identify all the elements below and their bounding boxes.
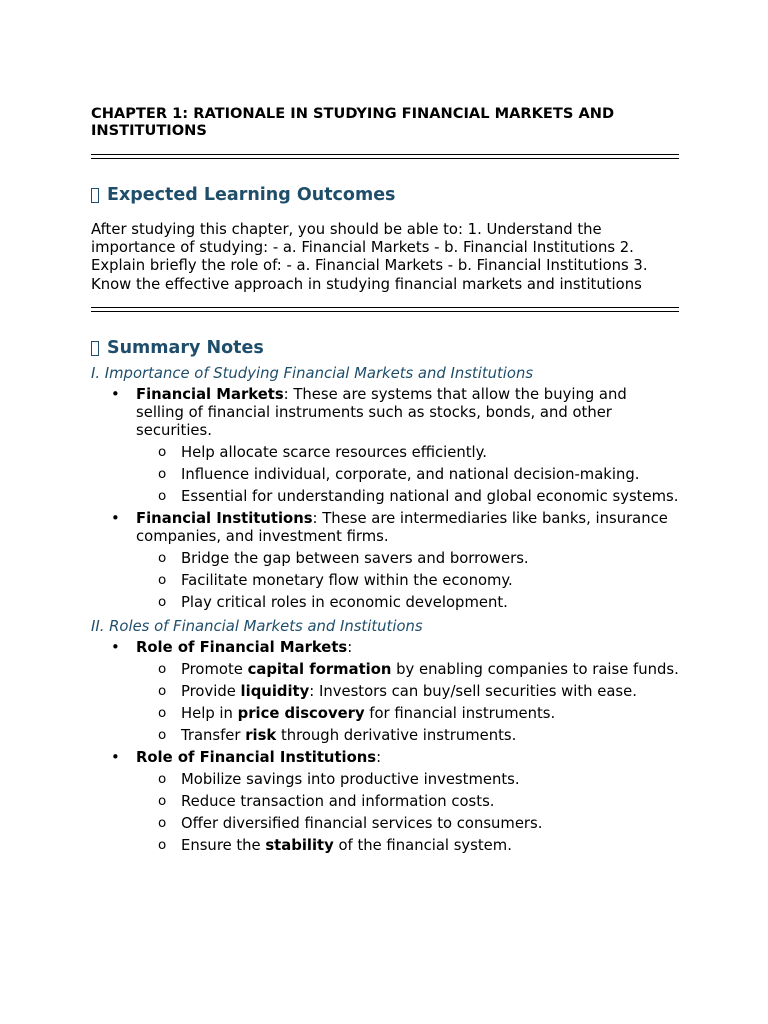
circle-bullet-icon: o: [158, 488, 167, 505]
bullet-icon: •: [111, 639, 120, 657]
sub-list-emphasis: capital formation: [247, 661, 392, 679]
sub-list-item: [136, 660, 679, 680]
sub-list-item: [136, 443, 679, 463]
circle-bullet-icon: o: [158, 549, 167, 566]
sub-list-text: Promote: [181, 661, 248, 679]
circle-bullet-icon: o: [158, 466, 167, 483]
sub-list-text: Help in: [181, 705, 238, 723]
sub-list-item: [136, 726, 679, 746]
sub-list-text: for financial instruments.: [364, 705, 556, 723]
sub-list-emphasis: price discovery: [237, 705, 365, 723]
sub-list-text: through derivative instruments.: [276, 727, 517, 745]
circle-bullet-icon: o: [158, 444, 167, 461]
list-item-term: Financial Institutions: [136, 509, 313, 527]
sub-list-item: [136, 682, 679, 702]
sub-list-text: Bridge the gap between savers and borrowers.: [181, 549, 529, 567]
sub-list-text: by enabling companies to raise funds.: [391, 661, 679, 679]
sub-list-item: [136, 704, 679, 724]
sub-list-item: [136, 465, 679, 485]
sub-list-item: [136, 770, 679, 790]
outcomes-paragraph: After studying this chapter, you should be able to: 1. Understand the importance of studying: - a. Financial Markets - b. Financial Institutions 2. Explain briefly the role of: - a. Financial Markets - b. Financial Institutions 3. Know the effective approach in studying financial markets and institutions: [91, 221, 648, 293]
sub-list-emphasis: stability: [265, 837, 334, 855]
bullet-list: [91, 639, 679, 855]
sub-list-text: Help allocate scarce resources efficiently.: [181, 444, 488, 462]
circle-bullet-icon: o: [158, 683, 167, 700]
list-item-description: : These are intermediaries like banks, insurance companies, and investment firms.: [136, 509, 668, 545]
sub-list-text: Play critical roles in economic development.: [181, 593, 508, 611]
sub-list-text: of the financial system.: [333, 837, 512, 855]
sub-list-item: [136, 487, 679, 507]
circle-bullet-icon: o: [158, 593, 167, 610]
summary-heading-text: Summary Notes: [107, 337, 264, 358]
sub-list-item: [136, 814, 679, 834]
list-item: [91, 639, 679, 746]
double-rule-divider: [91, 307, 679, 312]
sub-list-emphasis: risk: [245, 727, 277, 745]
sub-bullet-list: [136, 549, 679, 613]
list-item-term: Financial Markets: [136, 385, 284, 403]
circle-bullet-icon: o: [158, 571, 167, 588]
list-item-description: :: [376, 748, 382, 766]
sub-list-text: Ensure the: [181, 837, 266, 855]
double-rule-divider: [91, 154, 679, 159]
box-icon: [91, 341, 99, 356]
circle-bullet-icon: o: [158, 705, 167, 722]
sub-list-text: Facilitate monetary flow within the economy.: [181, 571, 513, 589]
sub-list-item: [136, 571, 679, 591]
sub-list-item: [136, 593, 679, 613]
sub-list-item: [136, 836, 679, 856]
list-item-term: Role of Financial Institutions: [136, 748, 377, 766]
sub-list-item: [136, 549, 679, 569]
list-item: [91, 749, 679, 856]
sub-bullet-list: [136, 443, 679, 507]
section-subheading: I. Importance of Studying Financial Markets and Institutions: [91, 364, 534, 382]
section-subheading: II. Roles of Financial Markets and Institutions: [91, 618, 423, 636]
list-item: [91, 386, 679, 507]
list-item: [91, 510, 679, 613]
sub-bullet-list: [136, 770, 679, 856]
summary-heading: [91, 338, 679, 359]
circle-bullet-icon: o: [158, 814, 167, 831]
bullet-icon: •: [111, 748, 120, 766]
bullet-icon: •: [111, 385, 120, 403]
document-content: [91, 105, 679, 856]
sub-list-item: [136, 792, 679, 812]
sub-list-text: Essential for understanding national and global economic systems.: [181, 488, 679, 506]
sub-list-emphasis: liquidity: [240, 683, 310, 701]
summary-sections: [91, 365, 679, 856]
list-item-description: :: [347, 639, 353, 657]
sub-list-text: Mobilize savings into productive investments.: [181, 770, 520, 788]
bullet-list: [91, 386, 679, 613]
bullet-icon: •: [111, 509, 120, 527]
chapter-title: CHAPTER 1: RATIONALE IN STUDYING FINANCIAL MARKETS AND INSTITUTIONS: [91, 105, 615, 139]
box-icon: [91, 188, 99, 203]
circle-bullet-icon: o: [158, 837, 167, 854]
sub-list-text: Offer diversified financial services to consumers.: [181, 814, 543, 832]
circle-bullet-icon: o: [158, 661, 167, 678]
outcomes-heading-text: Expected Learning Outcomes: [107, 185, 396, 205]
list-item-description: : These are systems that allow the buying and selling of financial instruments such as stocks, bonds, and other securities.: [136, 385, 627, 440]
sub-list-text: Influence individual, corporate, and national decision-making.: [181, 466, 640, 484]
list-item-term: Role of Financial Markets: [136, 639, 348, 657]
circle-bullet-icon: o: [158, 770, 167, 787]
sub-list-text: : Investors can buy/sell securities with ease.: [309, 683, 637, 701]
sub-list-text: Provide: [181, 683, 241, 701]
sub-list-text: Transfer: [181, 727, 246, 745]
sub-list-text: Reduce transaction and information costs.: [181, 792, 495, 810]
sub-bullet-list: [136, 660, 679, 746]
circle-bullet-icon: o: [158, 727, 167, 744]
outcomes-heading: [91, 185, 679, 206]
circle-bullet-icon: o: [158, 792, 167, 809]
